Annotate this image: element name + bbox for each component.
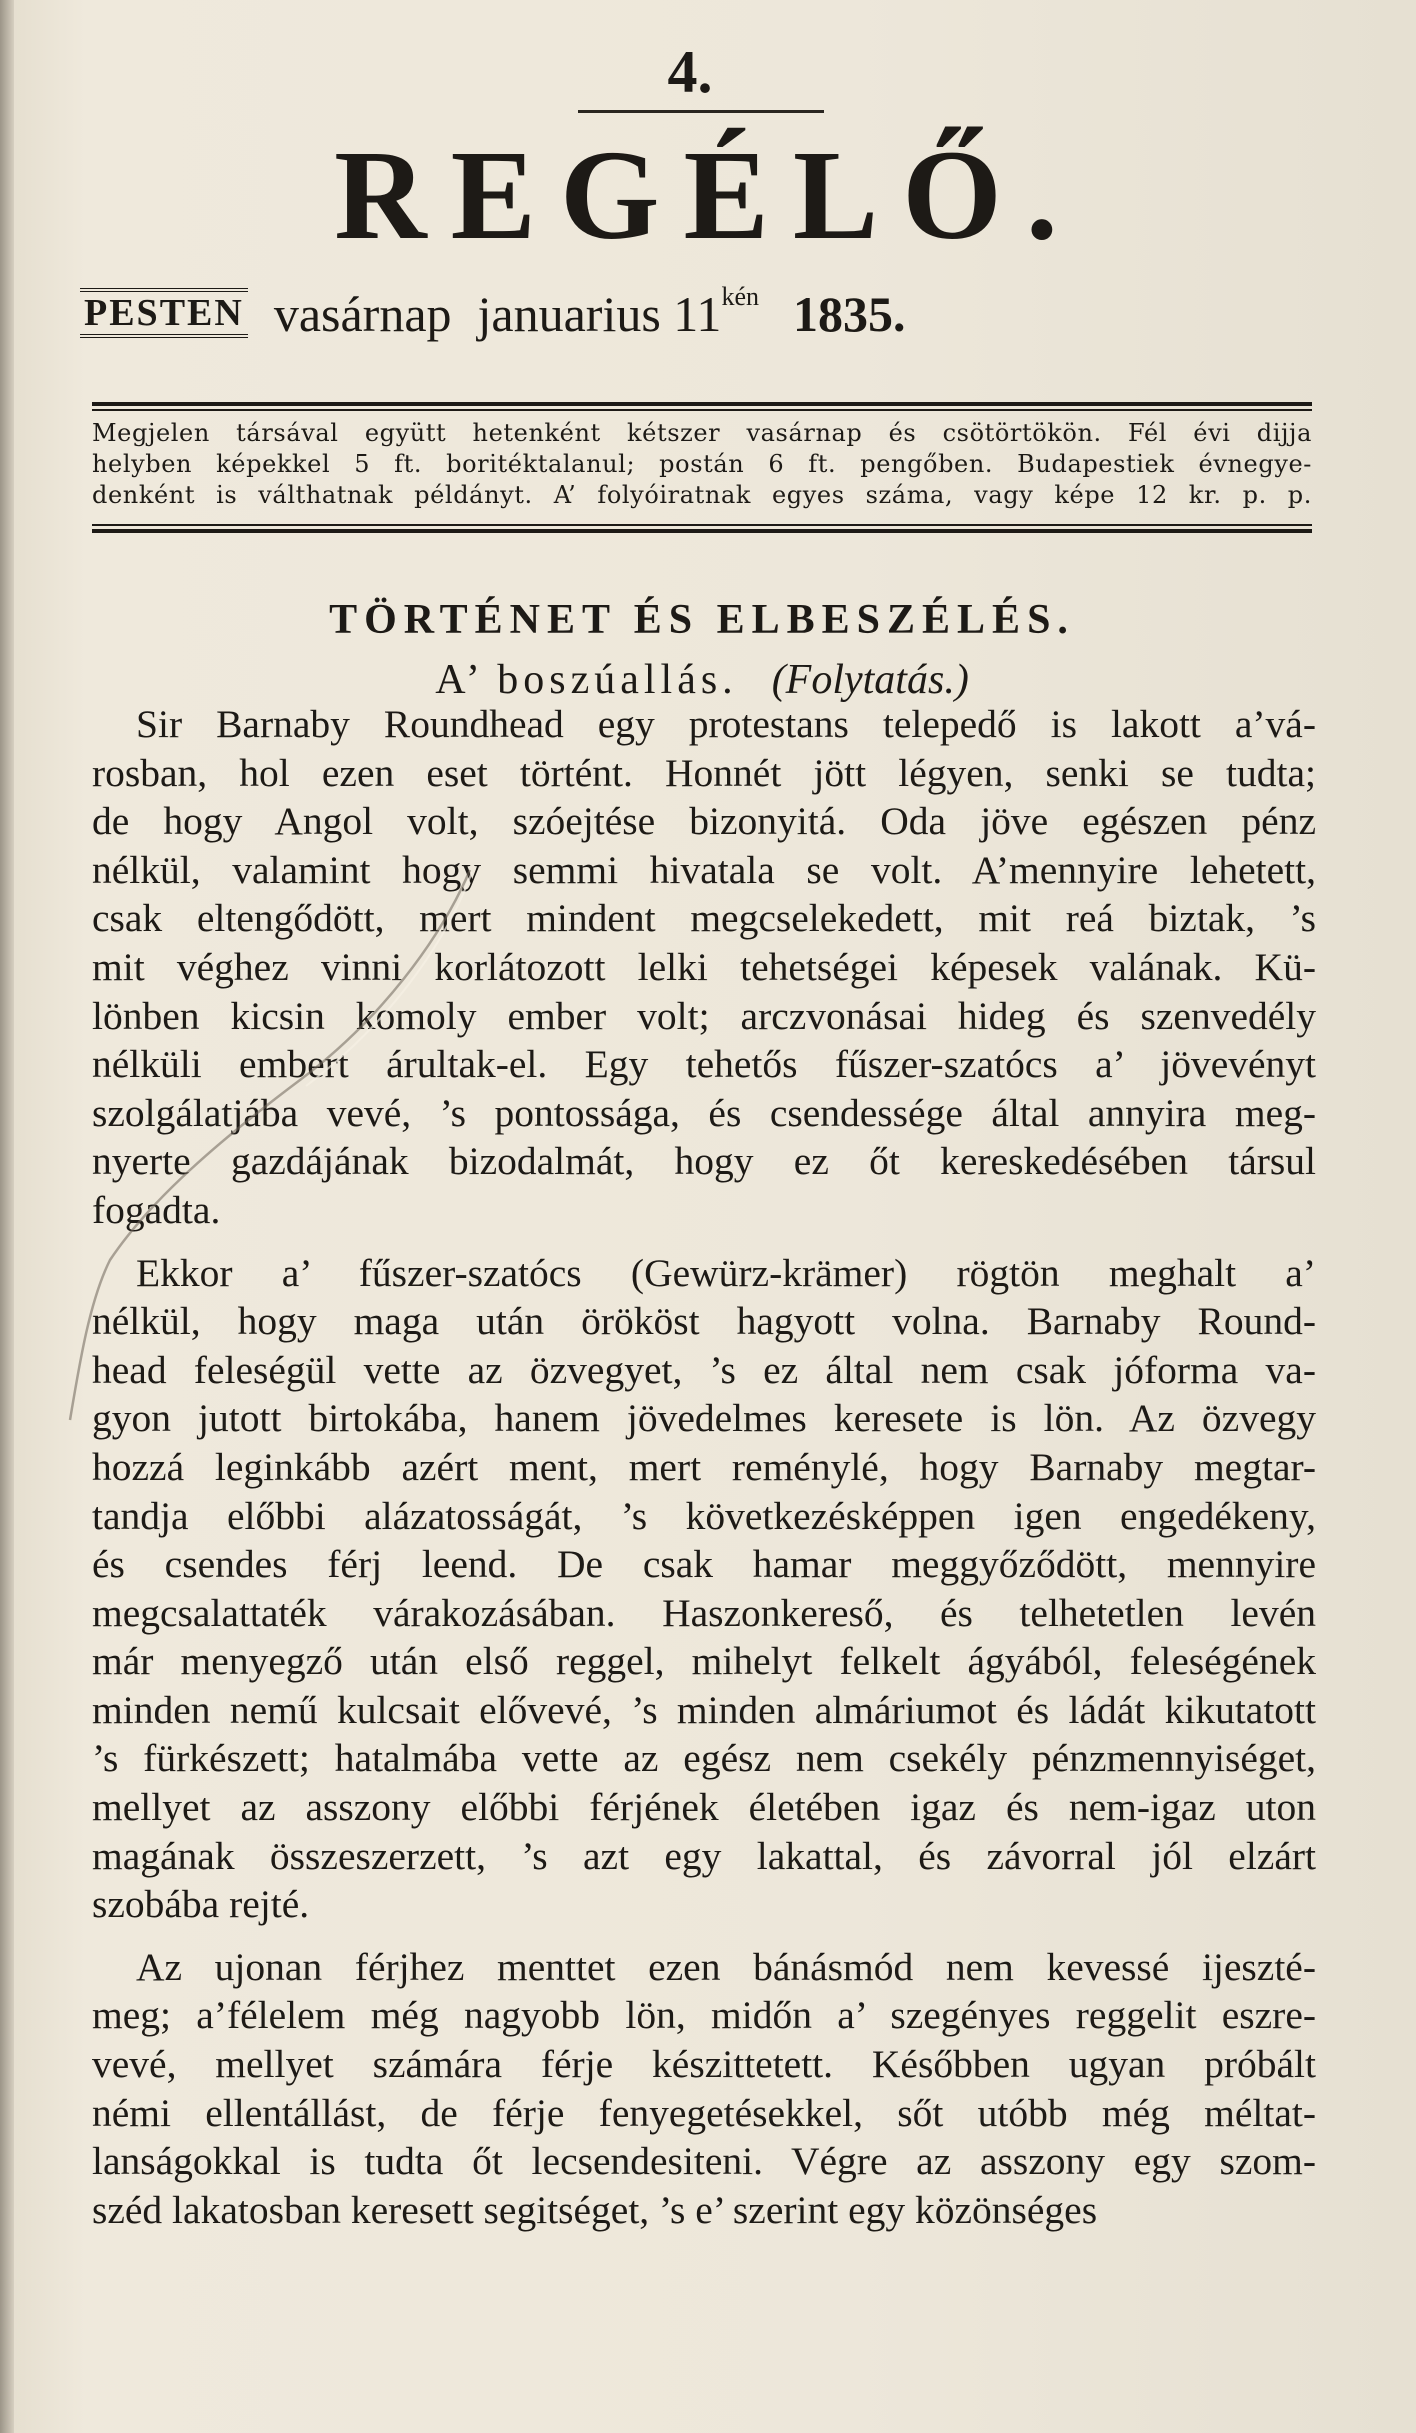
page-binding-edge (0, 0, 14, 2433)
notice-line: Megjelen társával együtt hetenként kétszer vasárnap és csötörtökön. Fél évi dijja (92, 419, 1312, 447)
dateline-date: januarius 11 (477, 286, 722, 342)
subscription-notice (92, 418, 1312, 511)
article-line: ’s fürkészett; hatalmába vette az egész nem csekély pénzmennyiséget, (92, 1736, 1316, 1781)
paragraph-gap (92, 1235, 1316, 1249)
article-line: hozzá leginkább azért ment, mert reménylé, hogy Barnaby megtar- (92, 1444, 1316, 1489)
article-title: A’ boszúallás. (435, 657, 738, 703)
article-line: tandja előbbi alázatosságát, ’s következésképpen igen engedékeny, (92, 1493, 1316, 1538)
header-rule-bottom (92, 529, 1312, 533)
article-line: vevé, mellyet számára férje készittetett. Későbben ugyan próbált (92, 2042, 1316, 2087)
article-line: nélkül, valamint hogy semmi hivatala se volt. A’mennyire lehetett, (92, 847, 1316, 892)
masthead-short-rule (578, 110, 824, 113)
article-line: és csendes férj leend. De csak hamar meggyőződött, mennyire (92, 1542, 1316, 1587)
article-line: gyon jutott birtokába, hanem jövedelmes keresete is lön. Az özvegy (92, 1396, 1316, 1441)
article-line: csak eltengődött, mert mindent megcselekedett, mit reá biztak, ’s (92, 896, 1316, 941)
masthead-title: REGÉLŐ. (334, 124, 1082, 266)
article-line: rosban, hol ezen eset történt. Honnét jött légyen, senki se tudta; (92, 750, 1316, 795)
article-line: mellyet az asszony előbbi férjének életében igaz és nem-igaz uton (92, 1785, 1316, 1830)
article-line: nélkül, hogy maga után örököst hagyott volna. Barnaby Round- (92, 1299, 1316, 1344)
article-continued-note: (Folytatás.) (771, 657, 969, 703)
dateline (80, 282, 1340, 343)
article-line: már menyegző után első reggel, mihelyt felkelt ágyából, feleségének (92, 1639, 1316, 1684)
article-line: megcsalattaték várakozásában. Haszonkereső, és telhetetlen levén (92, 1590, 1316, 1635)
dateline-day: vasárnap (273, 286, 452, 342)
article-line: Sir Barnaby Roundhead egy protestans telepedő is lakott a’vá- (136, 702, 1316, 746)
article-line: head feleségül vette az özvegyet, ’s ez által nem csak jóforma va- (92, 1347, 1316, 1392)
article-line: lanságokkal is tudta őt lecsendesiteni. Végre az asszony egy szom- (92, 2139, 1316, 2184)
article-line: nélküli embert árultak-el. Egy tehetős fűszer-szatócs a’ jövevényt (92, 1042, 1316, 1087)
article-line: de hogy Angol volt, szóejtése bizonyitá. Oda jöve egészen pénz (92, 799, 1316, 844)
article-line: szolgálatjába vevé, ’s pontossága, és csendessége által annyira meg- (92, 1090, 1316, 1135)
section-title: TÖRTÉNET ÉS ELBESZÉLÉS. (329, 597, 1075, 643)
article-line: Ekkor a’ fűszer-szatócs (Gewürz-krämer) rögtön meghalt a’ (136, 1250, 1316, 1295)
article-line: széd lakatosban keresett segitséget, ’s e’ szerint egy közönséges (92, 2187, 1098, 2232)
paragraph-gap (92, 1929, 1316, 1943)
article-line: mit véghez vinni korlátozott lelki tehetségei képesek valának. Kü- (92, 944, 1316, 989)
article-line: Az ujonan férjhez menttet ezen bánásmód nem kevessé ijeszté- (136, 1944, 1316, 1989)
header-rule-bottom-thin (92, 524, 1312, 526)
article-line: meg; a’félelem még nagyobb lön, midőn a’ szegényes reggelit eszre- (92, 1993, 1316, 2038)
header-rule-top-thin (92, 409, 1312, 411)
dateline-suffix: kén (721, 282, 759, 311)
header-rule-top (92, 402, 1312, 406)
issue-number: 4. (667, 39, 713, 105)
article-line: nyerte gazdájának bizodalmát, hogy ez őt kereskedésében társul (92, 1139, 1316, 1184)
article-line: magának összeszerzett, ’s azt egy lakattal, és závorral jól elzárt (92, 1833, 1316, 1878)
article-line: némi ellentállást, de férje fenyegetésekkel, sőt utóbb még méltat- (92, 2090, 1316, 2135)
dateline-year: 1835. (792, 286, 906, 342)
notice-line: helyben képekkel 5 ft. boritéktalanul; postán 6 ft. pengőben. Budapestiek évnegye- (92, 450, 1312, 478)
article-line: szobába rejté. (92, 1882, 310, 1927)
notice-line: denként is válthatnak példányt. A’ folyóiratnak egyes száma, vagy képe 12 kr. p. p. (92, 481, 1312, 509)
article-body (92, 700, 1316, 2234)
article-line: lönben kicsin komoly ember volt; arczvonásai hideg és szenvedély (92, 993, 1316, 1038)
article-heading (92, 656, 1312, 704)
dateline-place: PESTEN (80, 288, 248, 338)
article-line: fogadta. (92, 1187, 221, 1232)
article-line: minden nemű kulcsait elővevé, ’s minden almáriumot és ládát kikutatott (92, 1687, 1316, 1732)
